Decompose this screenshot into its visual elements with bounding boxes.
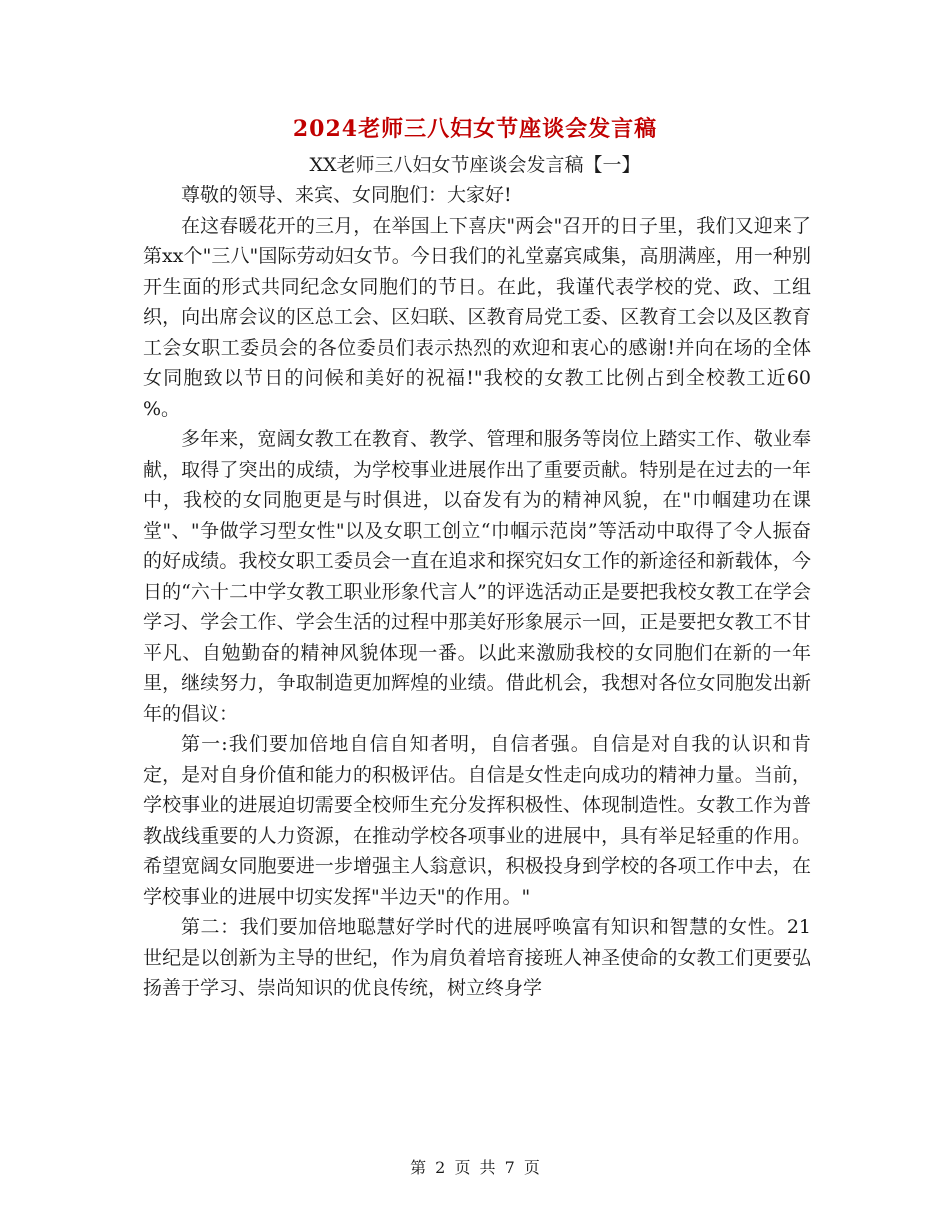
paragraph-first-proposal: 第一:我们要加倍地自信自知者明，自信者强。自信是对自我的认识和肯定，是对自身价值和能力的积极评估。自信是女性走向成功的精神力量。当前，学校事业的进展迫切需要全校师生充分发挥积极性、体现制造性。女教工作为普教战线重要的人力资源，在推动学校各项事业的进展中，具有举足轻重的作用。希望宽阔女同胞要进一步增强主人翁意识，积极投身到学校的各项工作中去，在学校事业的进展中切实发挥"半边天"的作用。" — [143, 733, 811, 908]
page-number-footer: 第 2 页 共 7 页 — [410, 1158, 540, 1177]
paragraph-achievements: 多年来，宽阔女教工在教育、教学、管理和服务等岗位上踏实工作、敬业奉献，取得了突出的成绩，为学校事业进展作出了重要贡献。特别是在过去的一年中，我校的女同胞更是与时俱进，以奋发有为的精神风貌，在"巾帼建功在课堂"、"争做学习型女性"以及女职工创立“巾帼示范岗”等活动中取得了令人振奋的好成绩。我校女职工委员会一直在追求和探究妇女工作的新途径和新载体，今日的“六十二中学女教工职业形象代言人”的评选活动正是要把我校女教工在学会学习、学会工作、学会生活的过程中那美好形象展示一回，正是要把女教工不甘平凡、自勉勤奋的精神风貌体现一番。以此来激励我校的女同胞们在新的一年里，继续努力，争取制造更加辉煌的业绩。借此机会，我想对各位女同胞发出新年的倡议： — [143, 428, 811, 725]
document-body — [143, 180, 811, 1004]
document-title: 2024老师三八妇女节座谈会发言稿 — [292, 116, 658, 142]
document-subtitle: XX老师三八妇女节座谈会发言稿【一】 — [309, 154, 641, 176]
paragraph-second-proposal: 第二：我们要加倍地聪慧好学时代的进展呼唤富有知识和智慧的女性。21世纪是以创新为主导的世纪，作为肩负着培育接班人神圣使命的女教工们更要弘扬善于学习、崇尚知识的优良传统，树立终身学 — [143, 916, 811, 999]
paragraph-greeting: 尊敬的领导、来宾、女同胞们：大家好! — [181, 184, 512, 206]
paragraph-opening: 在这春暖花开的三月，在举国上下喜庆"两会"召开的日子里，我们又迎来了第xx个"三八"国际劳动妇女节。今日我们的礼堂嘉宾咸集，高朋满座，用一种别开生面的形式共同纪念女同胞们的节日。在此，我谨代表学校的党、政、工组织，向出席会议的区总工会、区妇联、区教育局党工委、区教育工会以及区教育工会女职工委员会的各位委员们表示热烈的欢迎和衷心的感谢!并向在场的全体女同胞致以节日的问候和美好的祝福!"我校的女教工比例占到全校教工近60 %。 — [143, 214, 811, 420]
